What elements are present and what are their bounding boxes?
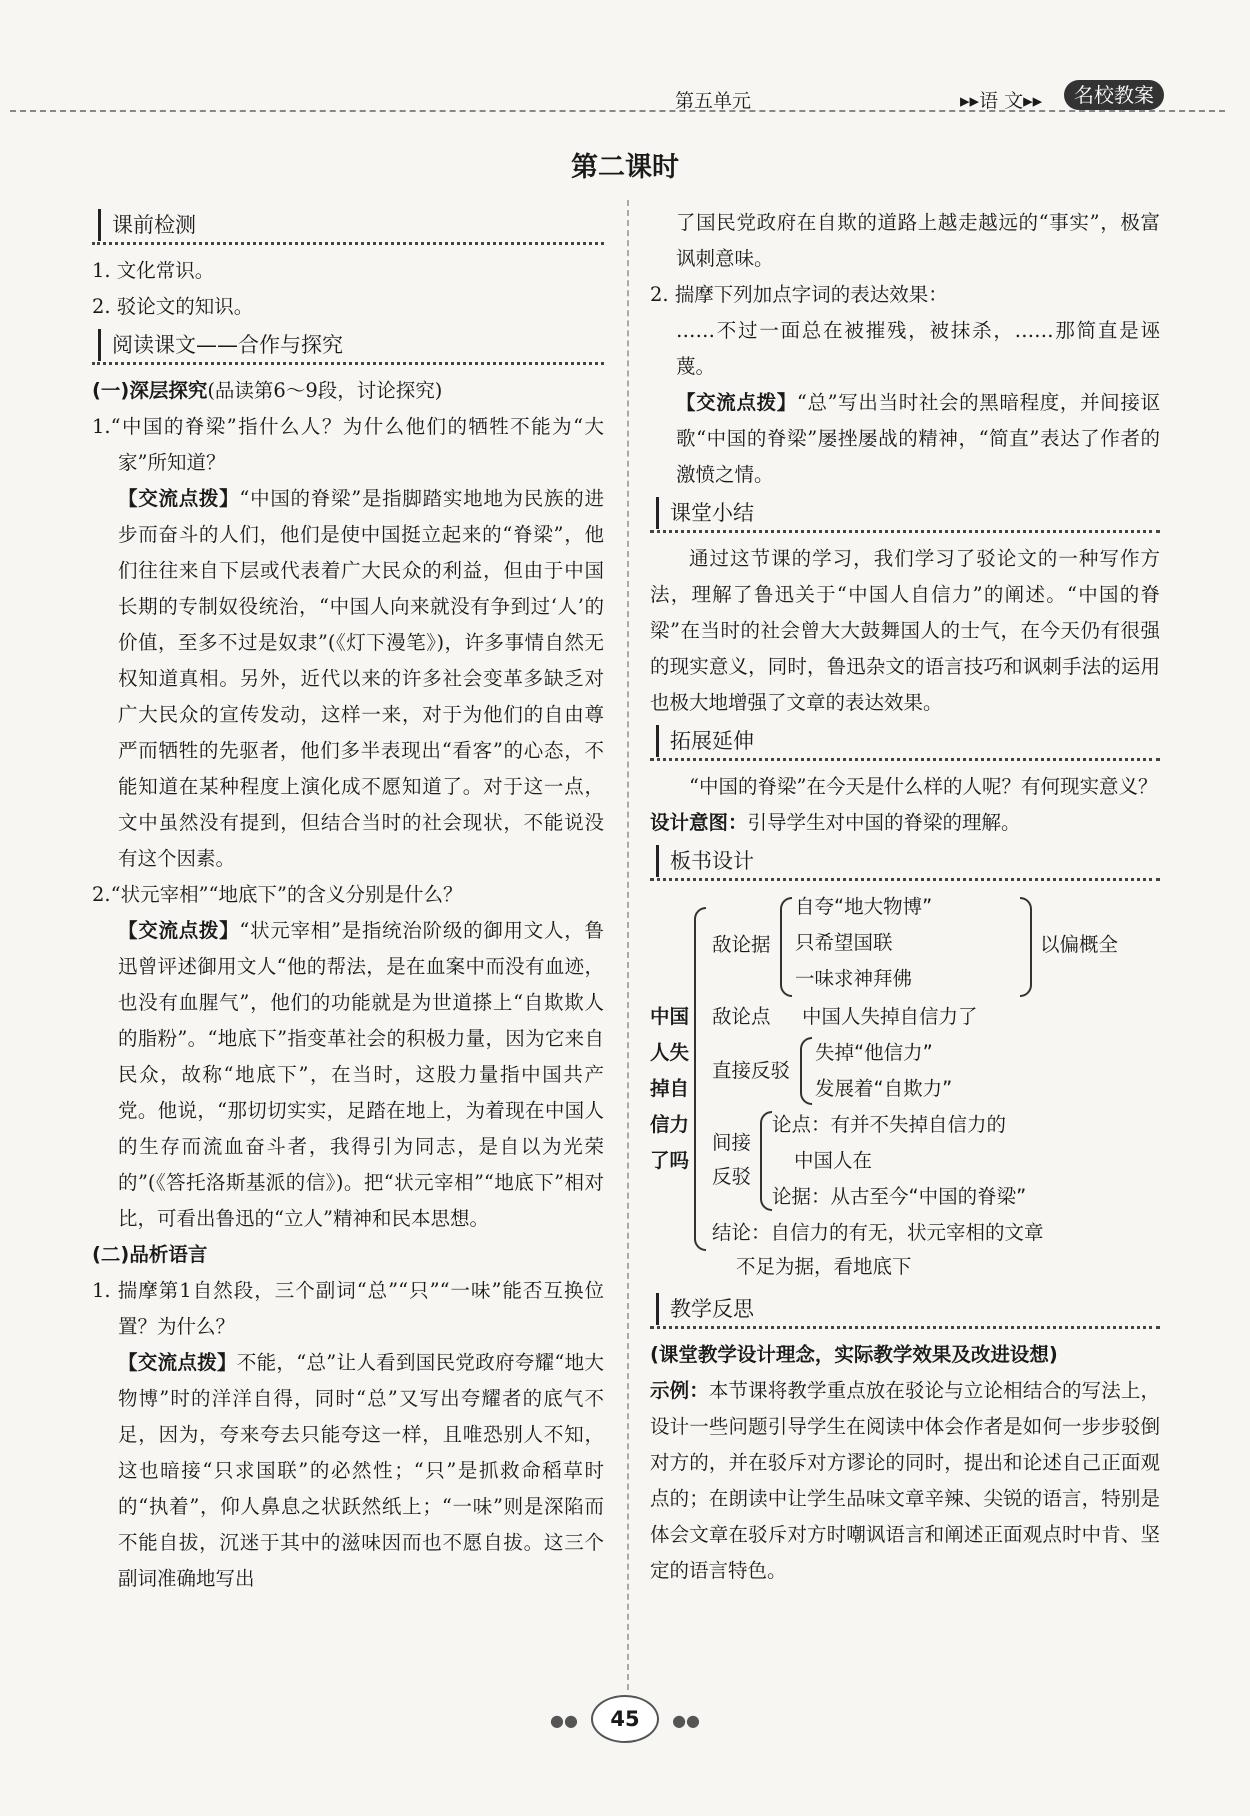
section-title-summary: 课堂小结 [650,493,1160,533]
answer-1 [92,481,604,877]
answer-2 [92,913,604,1237]
answer-text: 不能，“总”让人看到国民党政府夸耀“地大物博”时的洋洋自得，同时“总”又写出夸耀者的底气不足，因为，夸来夸去只能夸这一样，且唯恐别人不知，这也暗接“只求国联”的必然性；“只”是抓救命稻草时的“执着”，仰人鼻息之状跃然纸上；“一味”则是深陷而不能自拔，沉迷于其中的滋味因而也不愿自拔。这三个副词准确地写出 [118,1351,604,1590]
reflection-example-label: 示例： [650,1379,709,1402]
answer-text: “状元宰相”是指统治阶级的御用文人，鲁迅曾评述御用文人“他的帮法，是在血案中而没有血迹，也没有血腥气”，他们的功能就是为世道搽上“自欺欺人的脂粉”。“地底下”指变革社会的积极力量，因为它来自民众，故称“地底下”，在当时，这股力量指中国共产党。他说，“那切切实实，足踏在地上，为着现在中国人的生存而流血奋斗者，我得引为同志，是自以为光荣的”(《答托洛斯基派的信》)。把“状元宰相”“地底下”相对比，可看出鲁迅的“立人”精神和民本思想。 [118,919,604,1230]
question-2: 2.“状元宰相”“地底下”的含义分别是什么？ [92,883,463,906]
answer-4 [650,385,1160,493]
board-item: 只希望国联 [795,931,893,954]
board-main-title-4: 信力 [650,1113,690,1136]
question-3: 1. 揣摩第1自然段，三个副词“总”“只”“一味”能否互换位置？为什么？ [92,1279,604,1338]
design-intent-text: 引导学生对中国的脊梁的理解。 [747,811,1021,834]
board-brace [800,1037,812,1105]
board-direct-refute: 直接反驳 [712,1059,791,1082]
board-item: 失掉“他信力” [815,1041,933,1064]
answer-label: 【交流点拨】 [118,1351,237,1374]
page-number: 45 [591,1695,659,1743]
section-title-pre-check: 课前检测 [92,205,604,245]
board-main-title-5: 了吗 [650,1149,690,1172]
question-4-quote: ……不过一面总在被摧残，被抹杀，……那简直是诬蔑。 [676,319,1160,378]
reflection-heading: (课堂教学设计理念，实际教学效果及改进设想) [650,1343,1058,1366]
footer-dots-left: ●● [549,1711,578,1730]
subsection-label: (一)深层探究 [92,379,208,402]
board-item: 中国人在 [794,1149,873,1172]
board-brace-right [1020,897,1032,997]
answer-label: 【交流点拨】 [676,391,797,414]
board-enemy-point-label: 敌论点 [712,1005,771,1028]
subsection-deep-inquiry [92,373,604,409]
board-enemy-argument: 敌论据 [712,933,771,956]
design-intent-label: 设计意图： [650,811,748,834]
left-column [92,205,604,1597]
board-item: 一味求神拜佛 [795,967,913,990]
board-indirect-2: 反驳 [712,1165,752,1188]
section-title-reflection: 教学反思 [650,1289,1160,1329]
board-enemy-point: 中国人失掉自信力了 [802,1005,978,1028]
list-item: 1. 文化常识。 [92,259,215,282]
list-item: 2. 驳论文的知识。 [92,295,254,318]
summary-text: 通过这节课的学习，我们学习了驳论文的一种写作方法，理解了鲁迅关于“中国人自信力”的阐述。“中国的脊梁”在当时的社会曾大大鼓舞国人的士气，在今天仍有很强的现实意义，同时，鲁迅杂文的语言技巧和讽刺手法的运用也极大地增强了文章的表达效果。 [650,547,1160,714]
reflection-example-text: 本节课将教学重点放在驳论与立论相结合的写法上，设计一些问题引导学生在阅读中体会作者是如何一步步驳倒对方的，并在驳斥对方谬论的同时，提出和论述自己正面观点的；在朗读中让学生品味文章辛辣、尖锐的语言，特别是体会文章在驳斥对方时嘲讽语言和阐述正面观点时中肯、坚定的语言特色。 [650,1379,1160,1582]
extension-text: “中国的脊梁”在今天是什么样的人呢？有何现实意义？ [689,775,1158,798]
page-title: 第二课时 [571,152,679,183]
page-header [0,78,1250,118]
question-1: 1.“中国的脊梁”指什么人？为什么他们的牺牲不能为“大家”所知道？ [92,415,604,474]
answer-label: 【交流点拨】 [118,919,240,942]
board-main-title-3: 掉自 [650,1077,690,1100]
reflection-example [650,1373,1160,1589]
board-main-brace [694,907,706,1251]
board-main-title-2: 人失 [650,1041,690,1064]
board-conclusion: 结论：自信力的有无，状元宰相的文章 [712,1221,1044,1244]
board-item: 论点：有并不失掉自信力的 [772,1113,1007,1136]
column-divider [627,200,629,1690]
board-brace [780,897,792,997]
header-divider [10,110,1225,112]
unit-label: 第五单元 [675,90,752,112]
footer-dots-right: ●● [672,1711,701,1730]
brand-logo: 名校教案 [1064,80,1164,110]
section-title-board: 板书设计 [650,841,1160,881]
answer-3-continued: 了国民党政府在自欺的道路上越走越远的“事实”，极富讽刺意味。 [676,211,1160,270]
board-generalize: 以偏概全 [1040,933,1119,956]
question-4: 2. 揣摩下列加点字词的表达效果： [650,283,948,306]
board-conclusion-2: 不足为据，看地底下 [736,1255,912,1278]
board-item: 自夸“地大物博” [795,895,933,918]
answer-label: 【交流点拨】 [118,487,240,510]
answer-text: “总”写出当时社会的黑暗程度，并间接讴歌“中国的脊梁”屡挫屡战的精神，“简直”表达了作者的激愤之情。 [676,391,1160,486]
answer-text: “中国的脊梁”是指脚踏实地地为民族的进步而奋斗的人们，他们是使中国挺立起来的“脊梁”，他们往往来自下层或代表着广大民众的利益，但由于中国长期的专制奴役统治，“中国人向来就没有争到过‘人’的价值，至多不过是奴隶”(《灯下漫笔》)，许多事情自然无权知道真相。另外，近代以来的许多社会变革多缺乏对广大民众的宣传发动，这样一来，对于为他们的自由尊严而牺牲的先驱者，他们多半表现出“看客”的心态，不能知道在某种程度上演化成不愿知道了。对于这一点，文中虽然没有提到，但结合当时的社会现状，不能说没有这个因素。 [118,487,604,870]
board-item: 论据：从古至今“中国的脊梁” [772,1185,1027,1208]
board-brace [760,1111,772,1211]
board-indirect-1: 间接 [712,1131,752,1154]
page-footer [0,1695,1250,1743]
section-title-reading: 阅读课文——合作与探究 [92,325,604,365]
design-intent [650,805,1160,841]
board-main-title-1: 中国 [650,1005,690,1028]
right-column [650,205,1160,1589]
board-diagram [650,889,1160,1278]
subsection-note: (品读第6～9段，讨论探究) [207,379,443,402]
answer-3 [92,1345,604,1597]
subsection-language: (二)品析语言 [92,1243,208,1266]
subject-label: ▸▸语 文▸▸ [960,90,1043,112]
board-item: 发展着“自欺力” [815,1077,953,1100]
section-title-extension: 拓展延伸 [650,721,1160,761]
